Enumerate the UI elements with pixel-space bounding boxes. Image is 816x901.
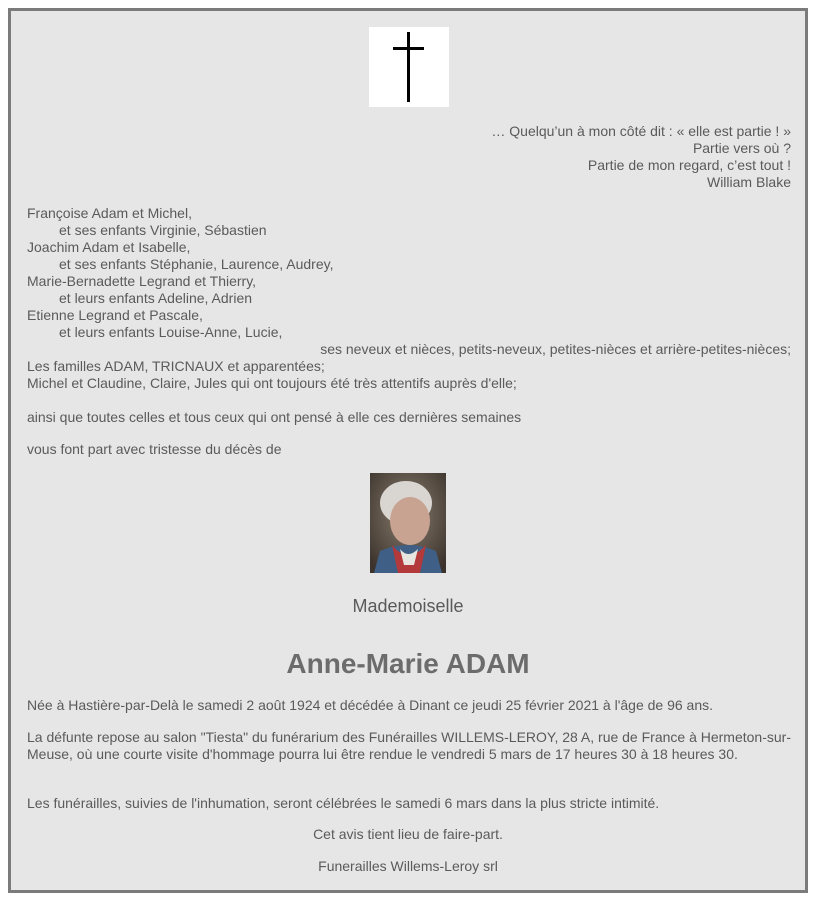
family-line: et leurs enfants Louise-Anne, Lucie, (59, 324, 283, 340)
family-line: Joachim Adam et Isabelle, (27, 239, 191, 255)
also-text: ainsi que toutes celles et tous ceux qui ont pensé à elle ces dernières semaines (27, 409, 522, 425)
notice-text: Cet avis tient lieu de faire-part. (313, 826, 503, 842)
family-line: Michel et Claudine, Claire, Jules qui ont toujours été très attentifs auprès d'elle; (27, 375, 517, 391)
quote-line: Partie vers où ? (692, 140, 791, 156)
rest-text: La défunte repose au salon "Tiesta" du funérarium des Funérailles WILLEMS-LEROY, 28 A, rue de France à Hermeton-sur-Meuse, où une courte visite d'hommage pourra lui être rendue le vendredi 5 mars de 17 heures 30 à 18 heures 30. (27, 729, 791, 762)
family-line: Les familles ADAM, TRICNAUX et apparentées; (27, 358, 325, 374)
family-line: Françoise Adam et Michel, (27, 205, 192, 221)
quote-line: … Quelqu’un à mon côté dit : « elle est partie ! » (491, 123, 791, 139)
announce-text: vous font part avec tristesse du décès de (27, 441, 282, 457)
poem-quote (491, 123, 791, 191)
deceased-name: Anne-Marie ADAM (286, 648, 530, 679)
family-line: et ses enfants Stéphanie, Laurence, Audrey, (59, 256, 334, 272)
family-line: Etienne Legrand et Pascale, (27, 307, 203, 323)
family-line: et ses enfants Virginie, Sébastien (59, 222, 267, 238)
cross-icon (369, 27, 449, 107)
family-line: Marie-Bernadette Legrand et Thierry, (27, 273, 257, 289)
quote-author: William Blake (706, 174, 791, 190)
quote-line: Partie de mon regard, c’est tout ! (587, 157, 791, 173)
family-line: ses neveux et nièces, petits-neveux, petites-nièces et arrière-petites-nièces; (320, 341, 791, 357)
obituary-card (8, 8, 808, 893)
birth-death-text: Née à Hastière-par-Delà le samedi 2 août 1924 et décédée à Dinant ce jeudi 25 février 2021 à l'âge de 96 ans. (27, 697, 713, 713)
family-line: et leurs enfants Adeline, Adrien (59, 290, 253, 306)
family-list (27, 205, 791, 392)
funeral-text: Les funérailles, suivies de l'inhumation, seront célébrées le samedi 6 mars dans la plus stricte intimité. (27, 795, 660, 811)
honorific: Mademoiselle (352, 596, 464, 616)
company-name: Funerailles Willems-Leroy srl (318, 858, 498, 874)
portrait-photo (370, 473, 446, 573)
